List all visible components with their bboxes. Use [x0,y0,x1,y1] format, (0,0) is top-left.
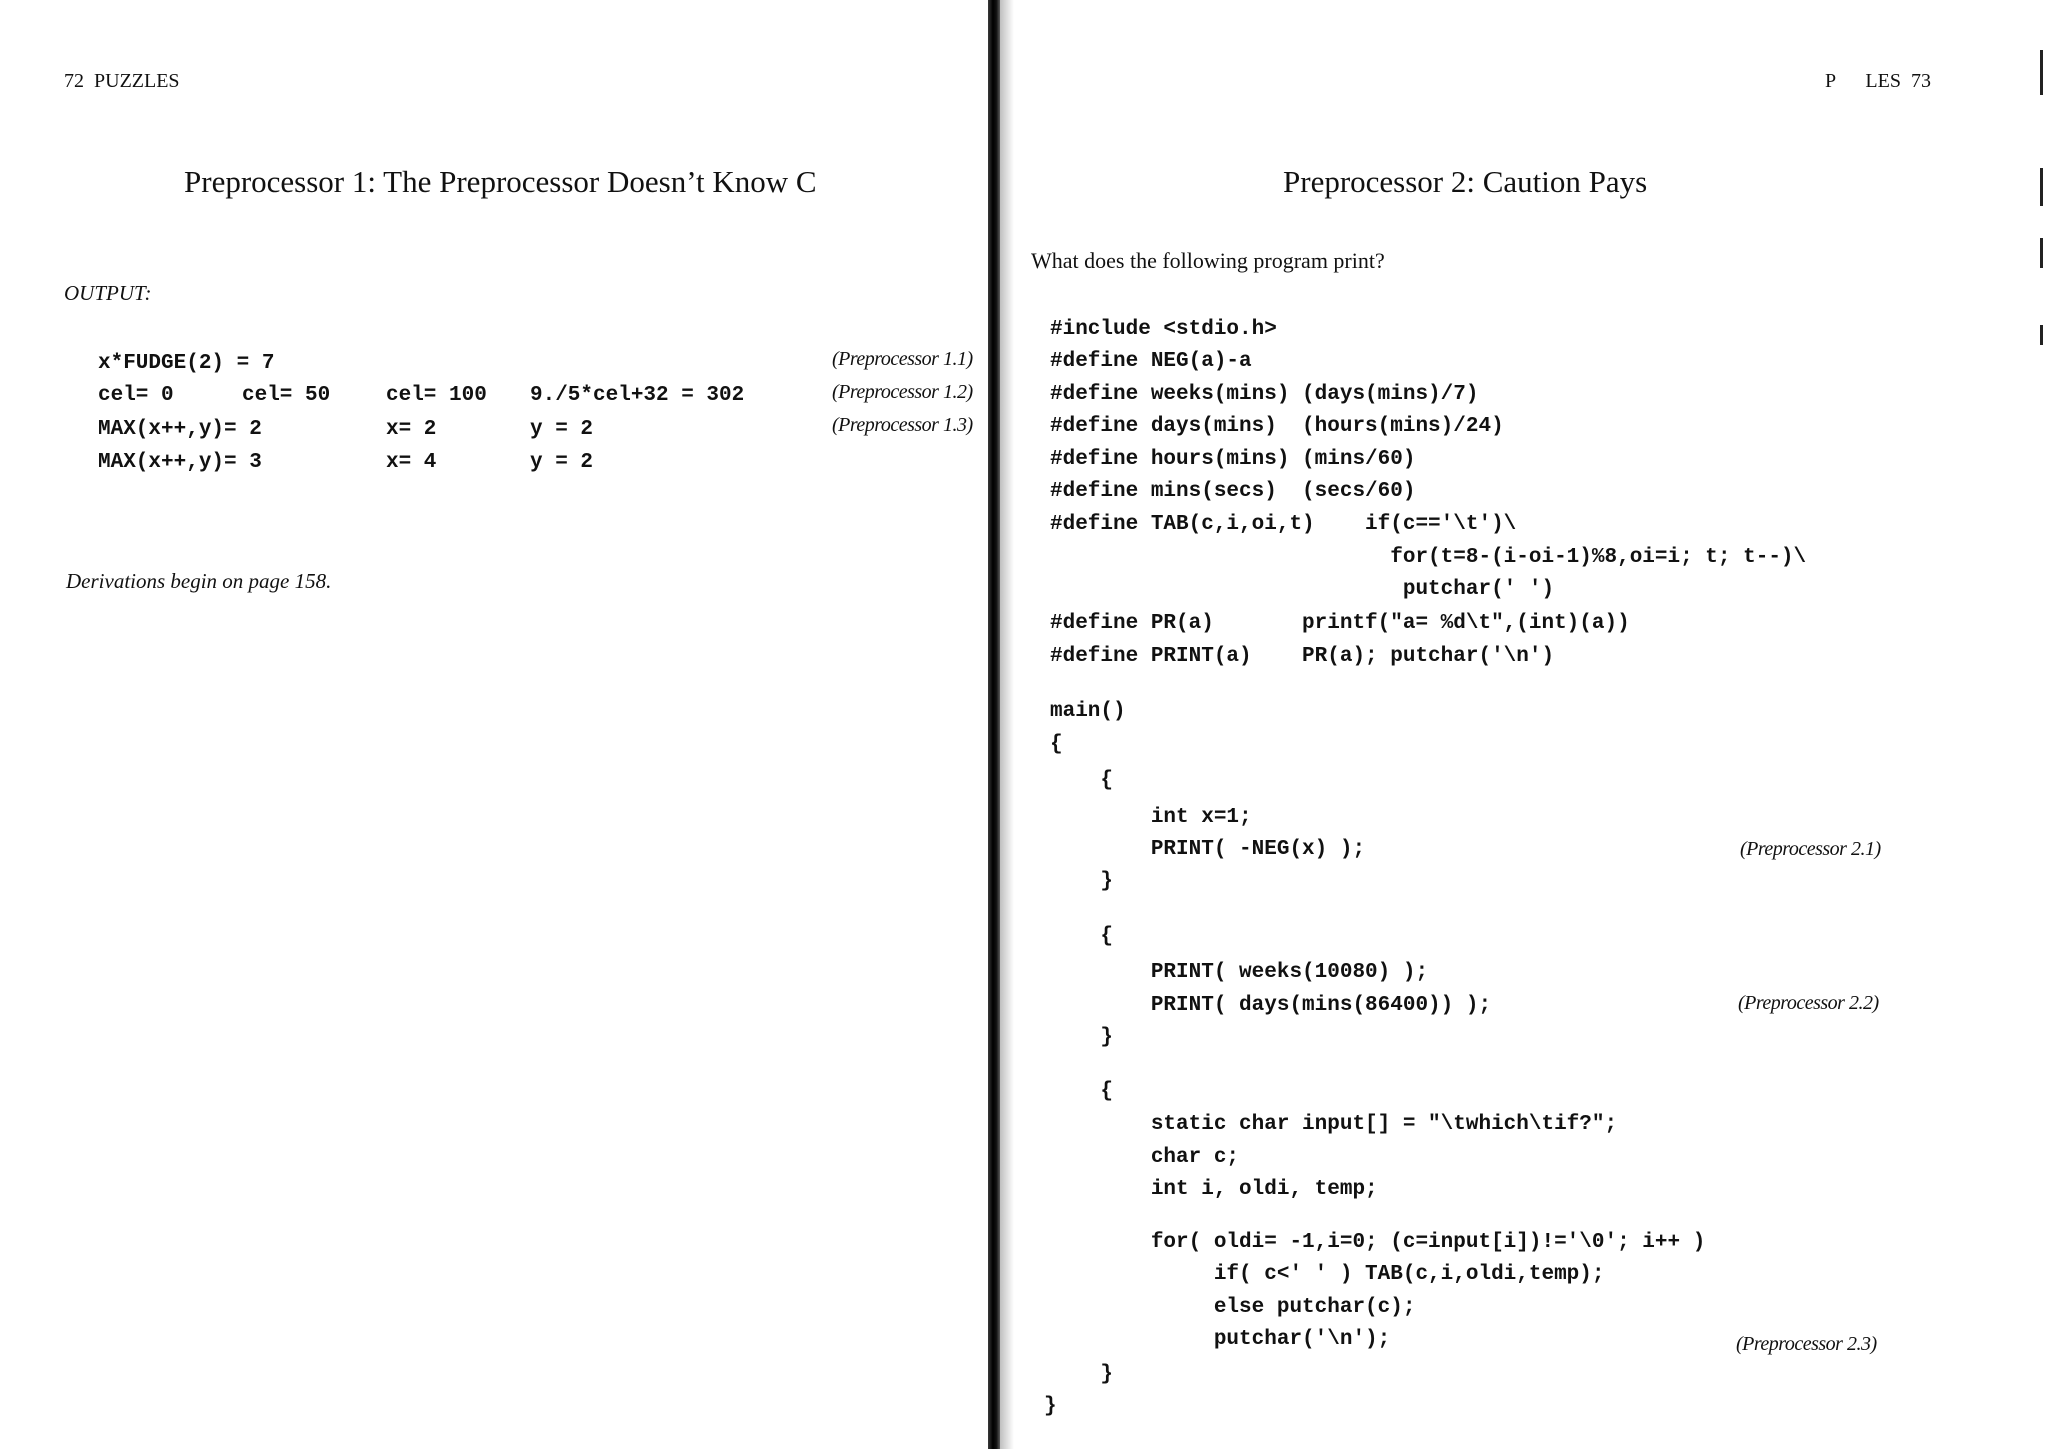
left-page [0,0,990,1449]
code-line: { [1050,769,1114,792]
code-line: int x=1; [1050,806,1252,829]
code-line: } [1044,1395,1057,1418]
output-cell: cel= 50 [242,384,331,407]
ref-preprocessor-2-2: (Preprocessor 2.2) [1738,992,1879,1014]
code-line: #define NEG(a)-a [1050,350,1252,373]
left-page-title: Preprocessor 1: The Preprocessor Doesn’t Know C [184,164,817,199]
output-cell: cel= 100 [386,384,487,407]
output-cell: MAX(x++,y)= 3 [98,451,262,474]
page-edge-mark [2040,50,2043,95]
code-line: PRINT( -NEG(x) ); [1050,838,1366,861]
output-cell: MAX(x++,y)= 2 [98,418,262,441]
code-line: #define days(mins) (hours(mins)/24) [1050,415,1504,438]
code-line: putchar(' ') [1050,578,1555,601]
code-line: #define TAB(c,i,oi,t) if(c=='\t')\ [1050,513,1517,536]
page-edge-mark [2040,238,2043,268]
output-label: OUTPUT: [64,281,152,305]
page-edge-mark [2040,168,2043,206]
ref-preprocessor-2-3: (Preprocessor 2.3) [1736,1333,1877,1355]
page-edge-mark [2040,325,2043,345]
code-line: putchar('\n'); [1050,1328,1391,1351]
code-line: char c; [1050,1146,1240,1169]
code-line: for( oldi= -1,i=0; (c=input[i])!='\0'; i++ ) [1050,1231,1706,1254]
code-line: #define hours(mins) (mins/60) [1050,448,1416,471]
output-cell: x= 2 [386,418,437,441]
code-line: { [1050,733,1063,756]
code-line: #define mins(secs) (secs/60) [1050,480,1416,503]
question-text: What does the following program print? [1031,248,1385,273]
ref-preprocessor-2-1: (Preprocessor 2.1) [1740,838,1881,860]
code-line: PRINT( days(mins(86400)) ); [1050,994,1492,1017]
code-line: for(t=8-(i-oi-1)%8,oi=i; t; t--)\ [1050,546,1807,569]
left-folio: 72 PUZZLES [64,70,180,92]
code-line: static char input[] = "\twhich\tif?"; [1050,1113,1618,1136]
code-line: { [1050,1080,1114,1103]
ref-preprocessor-1-2: (Preprocessor 1.2) [832,381,973,403]
output-cell: 9./5*cel+32 = 302 [530,384,745,407]
right-page [1000,0,2048,1449]
code-line: } [1050,870,1114,893]
book-spine [988,0,1000,1449]
code-line: PRINT( weeks(10080) ); [1050,961,1429,984]
code-line: int i, oldi, temp; [1050,1178,1378,1201]
output-cell: cel= 0 [98,384,174,407]
code-line: #define PR(a) printf("a= %d\t",(int)(a)) [1050,612,1630,635]
right-folio: P LES 73 [1825,70,1931,92]
code-line: else putchar(c); [1050,1296,1416,1319]
output-cell: x*FUDGE(2) = 7 [98,352,275,375]
output-cell: x= 4 [386,451,437,474]
right-page-title: Preprocessor 2: Caution Pays [1283,164,1648,199]
code-line: if( c<' ' ) TAB(c,i,oldi,temp); [1050,1263,1605,1286]
code-line: } [1050,1363,1114,1386]
ref-preprocessor-1-1: (Preprocessor 1.1) [832,348,973,370]
code-line: { [1050,925,1114,948]
code-line: #define PRINT(a) PR(a); putchar('\n') [1050,645,1555,668]
output-cell: y = 2 [530,451,594,474]
derivations-note: Derivations begin on page 158. [66,569,332,593]
output-cell: y = 2 [530,418,594,441]
ref-preprocessor-1-3: (Preprocessor 1.3) [832,414,973,436]
code-line: main() [1050,700,1126,723]
code-line: #include <stdio.h> [1050,318,1277,341]
code-line: } [1050,1026,1114,1049]
code-line: #define weeks(mins) (days(mins)/7) [1050,383,1479,406]
